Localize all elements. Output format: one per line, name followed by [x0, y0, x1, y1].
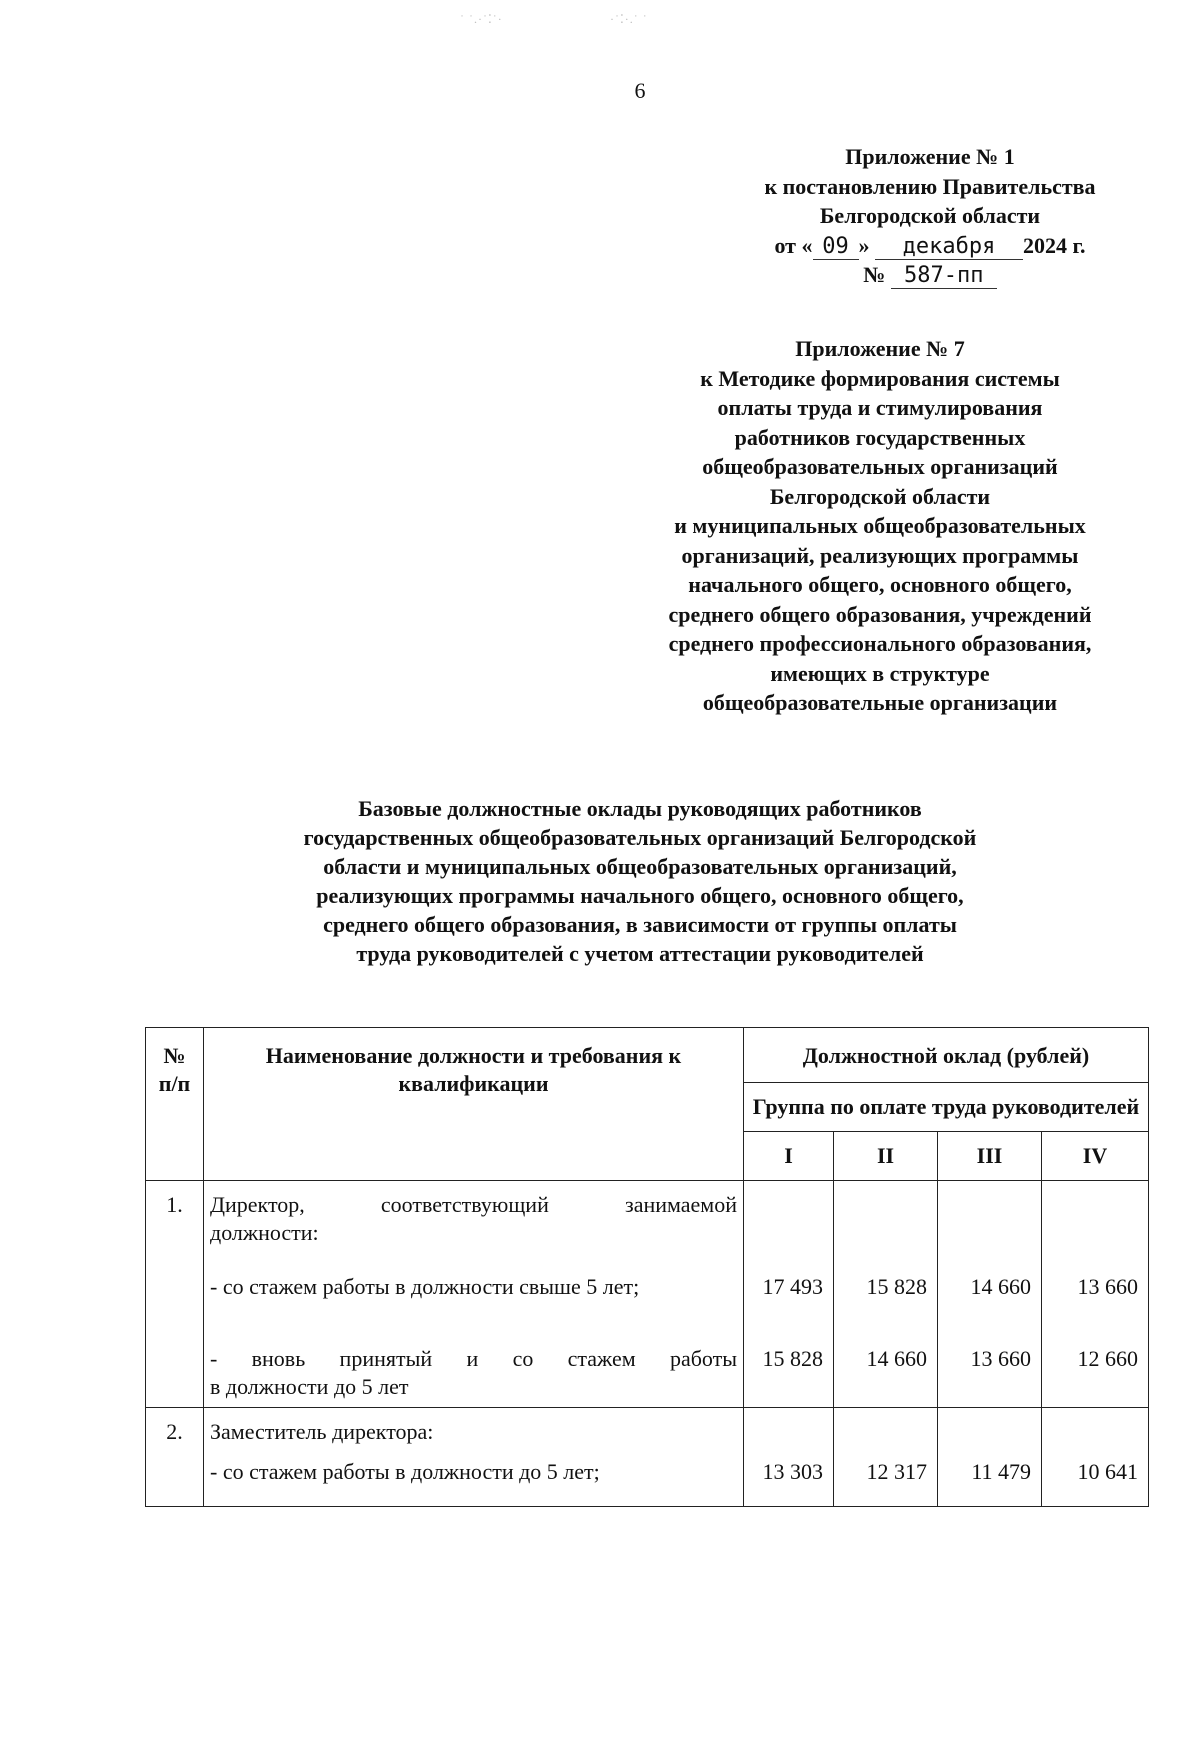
- appendix-7-line: работников государственных: [734, 424, 1026, 450]
- position-title-line: должности:: [210, 1220, 319, 1245]
- appendix-1-number: [700, 260, 1160, 290]
- header-group-ii: II: [834, 1132, 938, 1181]
- position-title: [210, 1191, 737, 1247]
- value-group-ii: [834, 1408, 938, 1507]
- value: 14 660: [970, 1274, 1031, 1299]
- appendix-1-line: Белгородской области: [819, 203, 1041, 228]
- word: работы: [669, 1346, 738, 1371]
- header-row: [146, 1028, 1149, 1083]
- title-line: области и муниципальных общеобразовательных организаций,: [323, 854, 957, 879]
- value-group-iii: [938, 1181, 1042, 1408]
- appendix-1-title: Приложение № 1: [845, 144, 1015, 169]
- scan-noise: ·˙⁚·.˙ ˙: [610, 12, 648, 26]
- appendix-1-line: к постановлению Правительства: [764, 173, 1096, 199]
- title-line: государственных общеобразовательных организаций Белгородской: [303, 825, 977, 850]
- appendix-7-line: и муниципальных общеобразовательных: [674, 513, 1086, 538]
- appendix-7-header: [600, 334, 1160, 718]
- appendix-7-line: Белгородской области: [769, 483, 991, 509]
- word: принятый: [339, 1346, 433, 1371]
- title-line: среднего общего образования, в зависимости от группы оплаты: [323, 912, 957, 937]
- table-row: [146, 1181, 1149, 1408]
- number-prefix: №: [863, 262, 886, 287]
- header-salary: Должностной оклад (рублей): [744, 1028, 1149, 1083]
- value: 14 660: [866, 1346, 927, 1371]
- appendix-7-line: среднего профессионального образования,: [668, 631, 1092, 656]
- sub-label-line: [210, 1345, 737, 1373]
- appendix-7-line: к Методике формирования системы: [700, 365, 1060, 391]
- row-label: [204, 1408, 744, 1507]
- value: 17 493: [762, 1274, 823, 1299]
- sub-label: - со стажем работы в должности до 5 лет;: [210, 1459, 600, 1484]
- sub-label: - со стажем работы в должности свыше 5 лет;: [210, 1274, 640, 1299]
- page-number: 6: [634, 78, 646, 103]
- row-num: 1.: [146, 1181, 204, 1408]
- appendix-7-line: организаций, реализующих программы: [681, 542, 1079, 568]
- appendix-1-header: [700, 142, 1160, 290]
- appendix-1-date: [700, 231, 1160, 261]
- value: 13 660: [970, 1346, 1031, 1371]
- appendix-7-line: общеобразовательных организаций: [702, 454, 1058, 479]
- value: 15 828: [866, 1274, 927, 1299]
- title-line: реализующих программы начального общего, основного общего,: [316, 883, 964, 908]
- appendix-7-line: Приложение № 7: [795, 336, 965, 361]
- row-label: [204, 1181, 744, 1408]
- title-line: труда руководителей с учетом аттестации руководителей: [356, 941, 924, 966]
- value: 11 479: [971, 1459, 1031, 1484]
- word: и: [466, 1346, 479, 1371]
- value-group-iv: [1042, 1181, 1149, 1408]
- value: 13 660: [1077, 1274, 1138, 1299]
- date-month: декабря: [875, 235, 1023, 260]
- value-group-i: [744, 1181, 834, 1408]
- title-line: Базовые должностные оклады руководящих работников: [358, 796, 922, 821]
- appendix-7-line: имеющих в структуре: [770, 660, 990, 686]
- value: 10 641: [1077, 1459, 1138, 1484]
- word: занимаемой: [625, 1192, 737, 1217]
- appendix-7-line: среднего общего образования, учреждений: [668, 601, 1092, 627]
- position-title-line: [210, 1191, 737, 1219]
- date-prefix: от «: [774, 232, 813, 258]
- value: 15 828: [762, 1346, 823, 1371]
- header-group-iii: III: [938, 1132, 1042, 1181]
- row-num: 2.: [146, 1408, 204, 1507]
- word: соответствующий: [380, 1192, 549, 1217]
- date-mid: »: [858, 232, 870, 258]
- appendix-7-line: оплаты труда и стимулирования: [717, 395, 1043, 420]
- value-group-i: [744, 1408, 834, 1507]
- value: 13 303: [762, 1459, 823, 1484]
- header-num: № п/п: [146, 1028, 204, 1181]
- scan-noise: ˙ ˙.·˙⁚˙·: [460, 12, 503, 26]
- decree-number: 587-пп: [891, 264, 997, 289]
- date-day: 09: [813, 235, 859, 260]
- word: Директор,: [210, 1192, 305, 1217]
- value-group-iii: [938, 1408, 1042, 1507]
- salary-table: [145, 1027, 1149, 1507]
- word: вновь: [251, 1346, 306, 1371]
- table-row: [146, 1408, 1149, 1507]
- header-group: Группа по оплате труда руководителей: [744, 1083, 1149, 1132]
- word: стажем: [567, 1346, 636, 1371]
- appendix-7-line: общеобразовательные организации: [702, 690, 1058, 715]
- date-year: 2024 г.: [1023, 232, 1086, 258]
- position-title: Заместитель директора:: [210, 1419, 434, 1444]
- header-name: Наименование должности и требования к квалификации: [204, 1028, 744, 1181]
- value-group-ii: [834, 1181, 938, 1408]
- header-group-iv: IV: [1042, 1132, 1149, 1181]
- document-title: [180, 794, 1100, 968]
- appendix-7-line: начального общего, основного общего,: [688, 572, 1072, 597]
- word: со: [512, 1346, 534, 1371]
- header-group-i: I: [744, 1132, 834, 1181]
- value: 12 660: [1077, 1346, 1138, 1371]
- value-group-iv: [1042, 1408, 1149, 1507]
- sub-label-line: в должности до 5 лет: [210, 1374, 409, 1399]
- value: 12 317: [866, 1459, 927, 1484]
- word: -: [210, 1346, 218, 1371]
